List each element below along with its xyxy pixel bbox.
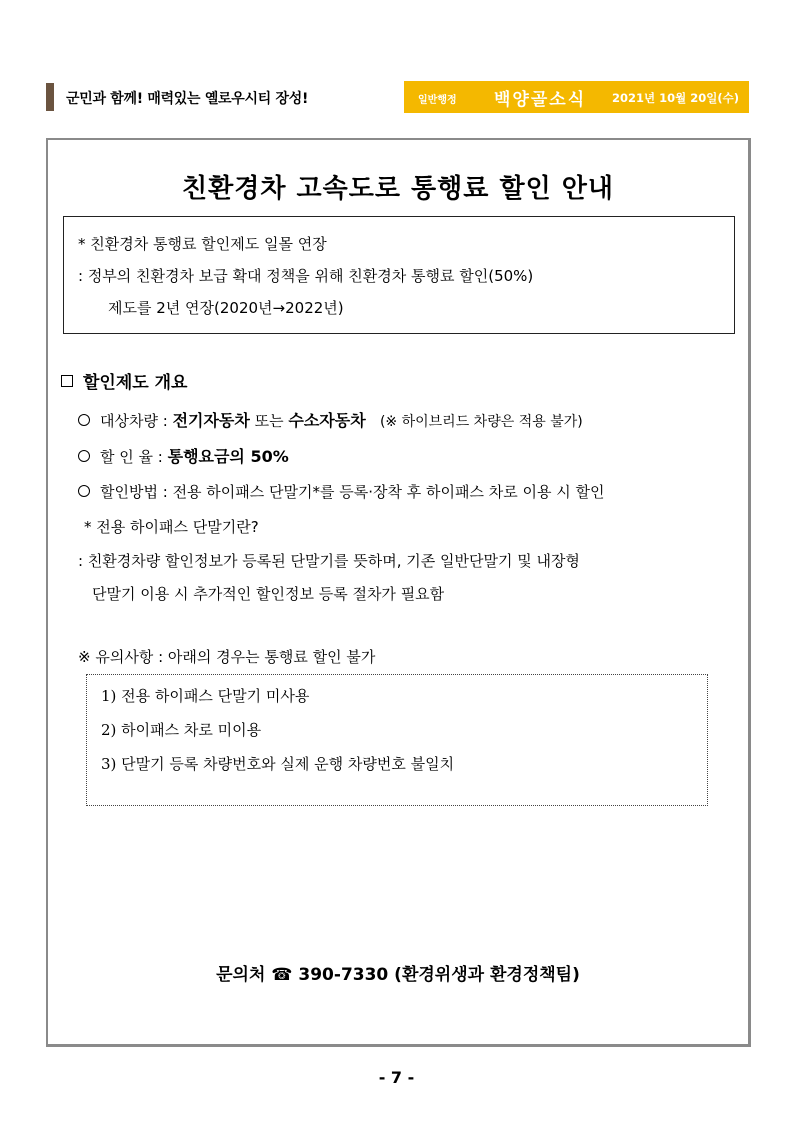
circle-bullet-icon (78, 485, 90, 497)
circle-bullet-icon (78, 414, 90, 426)
method-value: 전용 하이패스 단말기*를 등록·장착 후 하이패스 차로 이용 시 할인 (172, 483, 605, 501)
contact-info: 문의처 ☎ 390-7330 (환경위생과 환경정책팀) (216, 965, 580, 985)
discount-method-row (78, 481, 605, 502)
vehicles-label: 대상차량 : (100, 412, 173, 430)
overview-heading-text: 할인제도 개요 (83, 373, 188, 393)
caution-item: 1) 전용 하이패스 단말기 미사용 (101, 687, 310, 705)
summary-line: : 정부의 친환경차 보급 확대 정책을 위해 친환경차 통행료 할인(50%) (78, 267, 534, 285)
hybrid-note: (※ 하이브리드 차량은 적용 불가) (379, 414, 583, 430)
target-vehicles-row (78, 408, 583, 431)
overview-heading (61, 368, 187, 393)
header-category: 일반행정 (418, 95, 457, 106)
caution-item: 3) 단말기 등록 차량번호와 실제 운행 차량번호 불일치 (101, 755, 455, 773)
newsletter-name: 백양골소식 (494, 90, 587, 110)
page-header (46, 81, 749, 113)
header-slogan: 군민과 함께! 매력있는 옐로우시티 장성! (66, 91, 309, 107)
method-label: 할인방법 : (100, 483, 173, 501)
circle-bullet-icon (78, 450, 90, 462)
header-info-box (404, 81, 749, 113)
footnote-line: : 친환경차량 할인정보가 등록된 단말기를 뜻하며, 기존 일반단말기 및 내장형 (78, 552, 580, 570)
footnote-line: * 전용 하이패스 단말기란? (84, 518, 259, 536)
summary-line: * 친환경차 통행료 할인제도 일몰 연장 (78, 235, 327, 253)
caution-item: 2) 하이패스 차로 미이용 (101, 721, 262, 739)
header-accent-bar (46, 83, 54, 111)
rate-label: 할 인 율 : (100, 448, 168, 466)
article-frame (46, 138, 751, 1047)
issue-date: 2021년 10월 20일(수) (612, 91, 739, 105)
article-title: 친환경차 고속도로 통행료 할인 안내 (182, 174, 614, 204)
summary-box (63, 216, 735, 334)
caution-heading: ※ 유의사항 : 아래의 경우는 통행료 할인 불가 (78, 648, 376, 666)
footnote-line: 단말기 이용 시 추가적인 할인정보 등록 절차가 필요함 (92, 585, 445, 603)
rate-value: 통행요금의 50% (167, 447, 289, 466)
vehicle-hydrogen: 수소자동차 (288, 411, 366, 430)
checkbox-square-icon (61, 375, 73, 387)
discount-rate-row (78, 444, 289, 467)
vehicles-conjunction: 또는 (249, 412, 289, 430)
vehicle-electric: 전기자동차 (172, 411, 250, 430)
caution-box (86, 674, 708, 806)
summary-line: 제도를 2년 연장(2020년→2022년) (108, 299, 344, 317)
page-number: - 7 - (378, 1068, 415, 1087)
